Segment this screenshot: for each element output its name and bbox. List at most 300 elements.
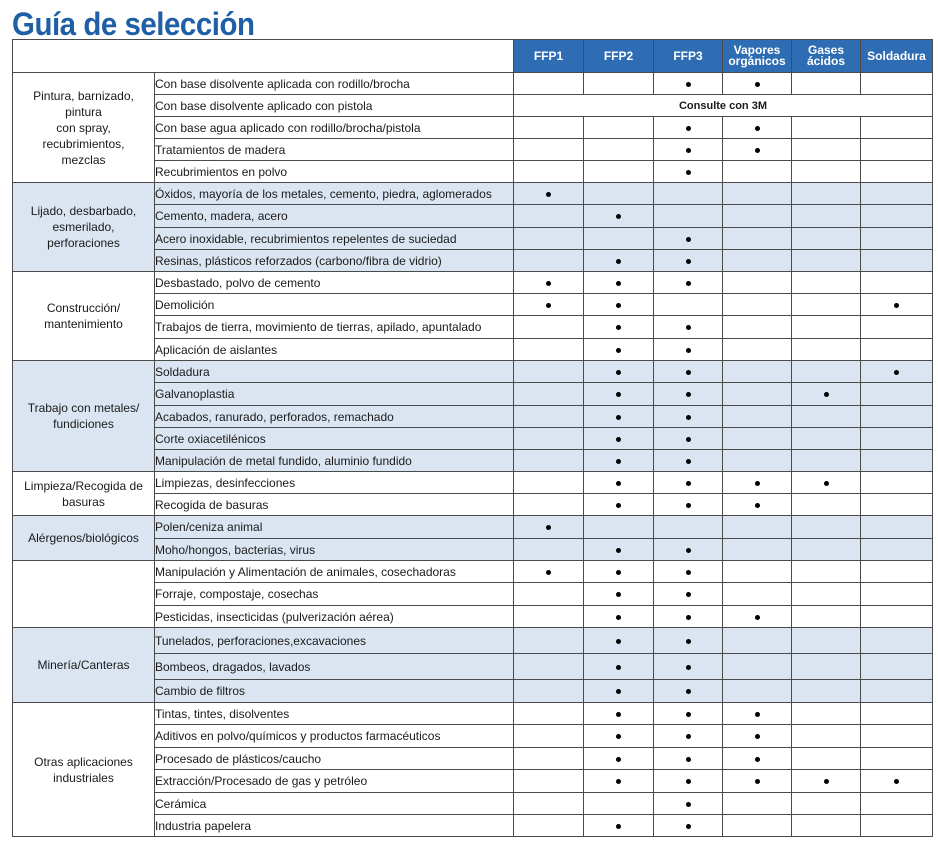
mark-cell — [723, 606, 792, 628]
application-cell: Tunelados, perforaciones,excavaciones — [155, 628, 514, 654]
mark-cell — [514, 770, 584, 793]
mark-cell — [584, 516, 654, 539]
bullet-icon — [686, 126, 691, 131]
mark-cell — [861, 406, 933, 428]
mark-cell — [584, 228, 654, 250]
bullet-icon — [755, 481, 760, 486]
mark-cell — [584, 494, 654, 516]
mark-cell — [584, 472, 654, 494]
application-cell: Recubrimientos en polvo — [155, 161, 514, 183]
bullet-icon — [894, 779, 899, 784]
mark-cell — [723, 450, 792, 472]
mark-cell — [723, 494, 792, 516]
mark-cell — [861, 628, 933, 654]
mark-cell — [861, 205, 933, 228]
bullet-icon — [616, 281, 621, 286]
bullet-icon — [686, 259, 691, 264]
mark-cell — [861, 294, 933, 316]
mark-cell — [723, 361, 792, 383]
mark-cell — [861, 680, 933, 703]
mark-cell — [654, 628, 723, 654]
application-cell: Pesticidas, insecticidas (pulverización aérea) — [155, 606, 514, 628]
bullet-icon — [616, 824, 621, 829]
mark-cell — [584, 383, 654, 406]
application-cell: Tratamientos de madera — [155, 139, 514, 161]
mark-cell — [792, 250, 861, 272]
mark-cell — [584, 583, 654, 606]
mark-cell — [584, 770, 654, 793]
mark-cell — [584, 628, 654, 654]
bullet-icon — [686, 437, 691, 442]
mark-cell — [723, 406, 792, 428]
application-cell: Cemento, madera, acero — [155, 205, 514, 228]
bullet-icon — [686, 757, 691, 762]
mark-cell — [654, 561, 723, 583]
mark-cell — [514, 516, 584, 539]
table-row — [13, 628, 933, 654]
application-cell: Moho/hongos, bacterias, virus — [155, 539, 514, 561]
bullet-icon — [824, 392, 829, 397]
mark-cell — [514, 183, 584, 205]
mark-cell — [654, 815, 723, 837]
mark-cell — [723, 654, 792, 680]
column-header-acid-gases: Gases ácidos — [792, 40, 861, 73]
mark-cell — [654, 361, 723, 383]
mark-cell — [723, 770, 792, 793]
bullet-icon — [686, 148, 691, 153]
bullet-icon — [755, 148, 760, 153]
mark-cell — [792, 383, 861, 406]
mark-cell — [514, 250, 584, 272]
mark-cell — [514, 339, 584, 361]
bullet-icon — [894, 303, 899, 308]
application-cell: Trabajos de tierra, movimiento de tierras, apilado, apuntalado — [155, 316, 514, 339]
bullet-icon — [824, 481, 829, 486]
mark-cell — [723, 793, 792, 815]
application-cell: Soldadura — [155, 361, 514, 383]
bullet-icon — [755, 757, 760, 762]
mark-cell — [861, 228, 933, 250]
mark-cell — [792, 654, 861, 680]
bullet-icon — [686, 481, 691, 486]
bullet-icon — [686, 325, 691, 330]
mark-cell — [861, 725, 933, 748]
bullet-icon — [616, 481, 621, 486]
table-row — [13, 272, 933, 294]
mark-cell — [861, 161, 933, 183]
mark-cell — [792, 606, 861, 628]
mark-cell — [861, 539, 933, 561]
table-row — [13, 703, 933, 725]
mark-cell — [792, 428, 861, 450]
mark-cell — [861, 139, 933, 161]
mark-cell — [792, 748, 861, 770]
mark-cell — [584, 272, 654, 294]
mark-cell — [584, 748, 654, 770]
mark-cell — [723, 628, 792, 654]
mark-cell — [861, 250, 933, 272]
bullet-icon — [686, 237, 691, 242]
mark-cell — [861, 339, 933, 361]
bullet-icon — [755, 503, 760, 508]
mark-cell — [723, 539, 792, 561]
bullet-icon — [755, 734, 760, 739]
selection-guide-table — [12, 39, 933, 837]
mark-cell — [861, 703, 933, 725]
mark-cell — [792, 583, 861, 606]
mark-cell — [584, 339, 654, 361]
mark-cell — [584, 606, 654, 628]
category-cell: Lijado, desbarbado, esmerilado, perforaciones — [13, 183, 155, 272]
mark-cell — [792, 161, 861, 183]
mark-cell — [792, 183, 861, 205]
mark-cell — [514, 450, 584, 472]
mark-cell — [861, 494, 933, 516]
bullet-icon — [894, 370, 899, 375]
bullet-icon — [686, 665, 691, 670]
mark-cell — [861, 748, 933, 770]
mark-cell — [723, 316, 792, 339]
category-cell: Minería/Canteras — [13, 628, 155, 703]
bullet-icon — [616, 437, 621, 442]
mark-cell — [792, 361, 861, 383]
bullet-icon — [616, 712, 621, 717]
bullet-icon — [616, 392, 621, 397]
column-header-ffp1: FFP1 — [514, 40, 584, 73]
mark-cell — [654, 316, 723, 339]
bullet-icon — [686, 82, 691, 87]
application-cell: Tintas, tintes, disolventes — [155, 703, 514, 725]
application-cell: Polen/ceniza animal — [155, 516, 514, 539]
mark-cell — [792, 494, 861, 516]
bullet-icon — [686, 712, 691, 717]
category-cell: Construcción/ mantenimiento — [13, 272, 155, 361]
application-cell: Manipulación de metal fundido, aluminio fundido — [155, 450, 514, 472]
mark-cell — [514, 383, 584, 406]
application-cell: Resinas, plásticos reforzados (carbono/fibra de vidrio) — [155, 250, 514, 272]
mark-cell — [654, 450, 723, 472]
mark-cell — [584, 161, 654, 183]
mark-cell — [792, 703, 861, 725]
bullet-icon — [616, 734, 621, 739]
mark-cell — [792, 516, 861, 539]
mark-cell — [723, 725, 792, 748]
table-row — [13, 472, 933, 494]
header-row — [13, 40, 933, 73]
mark-cell — [723, 250, 792, 272]
bullet-icon — [755, 126, 760, 131]
mark-cell — [514, 494, 584, 516]
mark-cell — [654, 117, 723, 139]
mark-cell — [584, 793, 654, 815]
bullet-icon — [616, 548, 621, 553]
application-cell: Acero inoxidable, recubrimientos repelentes de suciedad — [155, 228, 514, 250]
bullet-icon — [755, 779, 760, 784]
mark-cell — [654, 472, 723, 494]
application-cell: Cerámica — [155, 793, 514, 815]
category-cell: Trabajo con metales/ fundiciones — [13, 361, 155, 472]
bullet-icon — [616, 259, 621, 264]
bullet-icon — [616, 570, 621, 575]
mark-cell — [584, 117, 654, 139]
mark-cell — [654, 748, 723, 770]
mark-cell — [792, 680, 861, 703]
mark-cell — [514, 583, 584, 606]
bullet-icon — [616, 370, 621, 375]
mark-cell — [723, 703, 792, 725]
mark-cell — [723, 139, 792, 161]
bullet-icon — [616, 415, 621, 420]
mark-cell — [723, 272, 792, 294]
mark-cell — [654, 139, 723, 161]
bullet-icon — [546, 570, 551, 575]
column-header-ffp2: FFP2 — [584, 40, 654, 73]
bullet-icon — [686, 281, 691, 286]
mark-cell — [514, 161, 584, 183]
bullet-icon — [616, 757, 621, 762]
mark-cell — [584, 561, 654, 583]
mark-cell — [584, 73, 654, 95]
mark-cell — [723, 161, 792, 183]
mark-cell — [654, 494, 723, 516]
page-title: Guía de selección — [12, 6, 255, 42]
mark-cell — [514, 73, 584, 95]
bullet-icon — [616, 665, 621, 670]
mark-cell — [514, 561, 584, 583]
column-header-welding: Soldadura — [861, 40, 933, 73]
mark-cell — [792, 73, 861, 95]
mark-cell — [654, 680, 723, 703]
mark-cell — [792, 472, 861, 494]
mark-cell — [514, 654, 584, 680]
mark-cell — [792, 316, 861, 339]
mark-cell — [861, 583, 933, 606]
mark-cell — [792, 272, 861, 294]
bullet-icon — [755, 712, 760, 717]
bullet-icon — [616, 592, 621, 597]
mark-cell — [861, 770, 933, 793]
bullet-icon — [616, 214, 621, 219]
mark-cell — [514, 294, 584, 316]
mark-cell — [514, 361, 584, 383]
bullet-icon — [755, 82, 760, 87]
mark-cell — [723, 516, 792, 539]
bullet-icon — [686, 348, 691, 353]
table-body — [13, 73, 933, 837]
mark-cell — [723, 428, 792, 450]
mark-cell — [654, 703, 723, 725]
mark-cell — [861, 516, 933, 539]
mark-cell — [792, 770, 861, 793]
bullet-icon — [824, 779, 829, 784]
bullet-icon — [616, 639, 621, 644]
mark-cell — [654, 583, 723, 606]
application-cell: Corte oxiacetilénicos — [155, 428, 514, 450]
mark-cell — [861, 361, 933, 383]
mark-cell — [514, 272, 584, 294]
mark-cell — [861, 793, 933, 815]
mark-cell — [584, 316, 654, 339]
mark-cell — [584, 703, 654, 725]
mark-cell — [792, 815, 861, 837]
application-cell: Forraje, compostaje, cosechas — [155, 583, 514, 606]
mark-cell — [584, 815, 654, 837]
application-cell: Óxidos, mayoría de los metales, cemento, piedra, aglomerados — [155, 183, 514, 205]
bullet-icon — [616, 348, 621, 353]
mark-cell — [584, 361, 654, 383]
table-row — [13, 361, 933, 383]
mark-cell — [792, 339, 861, 361]
mark-cell — [654, 654, 723, 680]
mark-cell — [514, 606, 584, 628]
mark-cell — [792, 117, 861, 139]
bullet-icon — [686, 824, 691, 829]
mark-cell — [723, 472, 792, 494]
category-cell: Otras aplicaciones industriales — [13, 703, 155, 837]
application-cell: Con base disolvente aplicado con pistola — [155, 95, 514, 117]
application-cell: Cambio de filtros — [155, 680, 514, 703]
mark-cell — [654, 406, 723, 428]
bullet-icon — [616, 779, 621, 784]
bullet-icon — [686, 802, 691, 807]
mark-cell — [723, 205, 792, 228]
mark-cell — [514, 628, 584, 654]
application-cell: Con base agua aplicado con rodillo/brocha/pistola — [155, 117, 514, 139]
mark-cell — [654, 725, 723, 748]
application-cell: Aplicación de aislantes — [155, 339, 514, 361]
mark-cell — [654, 161, 723, 183]
mark-cell — [861, 606, 933, 628]
mark-cell — [792, 450, 861, 472]
category-cell: Alérgenos/biológicos — [13, 516, 155, 561]
bullet-icon — [686, 170, 691, 175]
mark-cell — [861, 472, 933, 494]
mark-cell — [514, 539, 584, 561]
mark-cell — [723, 748, 792, 770]
mark-cell — [861, 654, 933, 680]
bullet-icon — [686, 548, 691, 553]
mark-cell — [654, 294, 723, 316]
mark-cell — [861, 272, 933, 294]
mark-cell — [654, 272, 723, 294]
mark-cell — [792, 139, 861, 161]
table-row — [13, 73, 933, 95]
mark-cell — [654, 770, 723, 793]
bullet-icon — [686, 734, 691, 739]
mark-cell — [654, 228, 723, 250]
bullet-icon — [755, 615, 760, 620]
mark-cell — [792, 294, 861, 316]
bullet-icon — [686, 592, 691, 597]
bullet-icon — [686, 570, 691, 575]
mark-cell — [514, 228, 584, 250]
mark-cell — [861, 117, 933, 139]
mark-cell — [723, 73, 792, 95]
application-cell: Extracción/Procesado de gas y petróleo — [155, 770, 514, 793]
bullet-icon — [686, 459, 691, 464]
mark-cell — [861, 73, 933, 95]
mark-cell — [514, 428, 584, 450]
mark-cell — [723, 117, 792, 139]
bullet-icon — [546, 303, 551, 308]
application-cell: Limpiezas, desinfecciones — [155, 472, 514, 494]
bullet-icon — [686, 503, 691, 508]
mark-cell — [654, 539, 723, 561]
mark-cell — [792, 205, 861, 228]
bullet-icon — [616, 459, 621, 464]
application-cell: Desbastado, polvo de cemento — [155, 272, 514, 294]
mark-cell — [723, 583, 792, 606]
header-blank — [13, 40, 514, 73]
mark-cell — [584, 406, 654, 428]
application-cell: Demolición — [155, 294, 514, 316]
mark-cell — [723, 383, 792, 406]
bullet-icon — [616, 325, 621, 330]
application-cell: Con base disolvente aplicada con rodillo/brocha — [155, 73, 514, 95]
mark-cell — [514, 748, 584, 770]
column-header-ffp3: FFP3 — [654, 40, 723, 73]
mark-cell — [514, 117, 584, 139]
mark-cell — [792, 406, 861, 428]
mark-cell — [584, 450, 654, 472]
bullet-icon — [546, 192, 551, 197]
mark-cell — [723, 183, 792, 205]
mark-cell — [654, 793, 723, 815]
mark-cell — [861, 383, 933, 406]
application-cell: Recogida de basuras — [155, 494, 514, 516]
mark-cell — [861, 561, 933, 583]
mark-cell — [861, 450, 933, 472]
mark-cell — [584, 294, 654, 316]
bullet-icon — [686, 639, 691, 644]
mark-cell — [861, 815, 933, 837]
mark-cell — [654, 183, 723, 205]
bullet-icon — [616, 689, 621, 694]
mark-cell — [584, 680, 654, 703]
mark-cell — [514, 472, 584, 494]
bullet-icon — [686, 689, 691, 694]
mark-cell — [514, 703, 584, 725]
mark-cell — [514, 725, 584, 748]
mark-cell — [514, 406, 584, 428]
mark-cell — [654, 250, 723, 272]
mark-cell — [792, 539, 861, 561]
category-cell: Limpieza/Recogida de basuras — [13, 472, 155, 516]
mark-cell — [654, 606, 723, 628]
mark-cell — [584, 139, 654, 161]
table-row — [13, 516, 933, 539]
mark-cell — [654, 428, 723, 450]
application-cell: Industria papelera — [155, 815, 514, 837]
mark-cell — [861, 183, 933, 205]
mark-cell — [654, 73, 723, 95]
mark-cell — [723, 815, 792, 837]
category-cell: Pintura, barnizado, pintura con spray, recubrimientos, mezclas — [13, 73, 155, 183]
application-cell: Procesado de plásticos/caucho — [155, 748, 514, 770]
mark-cell — [654, 383, 723, 406]
mark-cell — [584, 183, 654, 205]
mark-cell — [792, 228, 861, 250]
mark-cell — [584, 428, 654, 450]
mark-cell — [723, 561, 792, 583]
bullet-icon — [546, 525, 551, 530]
mark-cell — [584, 250, 654, 272]
bullet-icon — [616, 503, 621, 508]
mark-cell — [723, 228, 792, 250]
consult-note: Consulte con 3M — [514, 95, 933, 117]
bullet-icon — [616, 615, 621, 620]
mark-cell — [792, 561, 861, 583]
